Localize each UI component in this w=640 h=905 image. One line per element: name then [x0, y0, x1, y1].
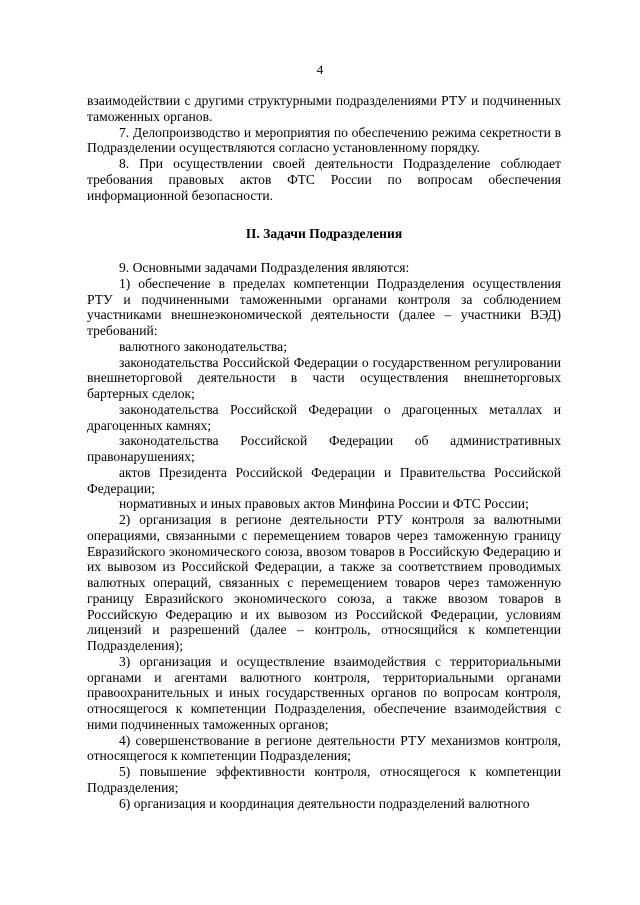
paragraph: взаимодействии с другими структурными подразделениями РТУ и подчиненных таможенных органов.	[87, 93, 561, 124]
paragraph: 9. Основными задачами Подразделения являются:	[119, 260, 410, 275]
paragraph: 3) организация и осуществление взаимодействия с территориальными органами и агентами валютного контроля, территориальными органами правоохранительных и иных государственных органов по вопросам контроля, относящегося к компетенции Подразделения, обеспечение взаимодействия с ними подчиненных таможенных органов;	[87, 653, 561, 732]
paragraph: 2) организация в регионе деятельности РТУ контроля за валютными операциями, связанными с перемещением товаров через таможенную границу Евразийского экономического союза, ввозом товаров в Российскую Федерацию и их вывозом из Российской Федерации, а также за соответствием проводимых валютных операций, связанных с перемещением товаров через таможенную границу Евразийского экономического союза, а также ввозом товаров в Российскую Федерацию и их вывозом из Российской Федерации, условиям лицензий и разрешений (далее – контроль, относящийся к компетенции Подразделения);	[87, 512, 561, 653]
paragraph: 5) повышение эффективности контроля, относящегося к компетенции Подразделения;	[87, 764, 561, 795]
paragraph: актов Президента Российской Федерации и Правительства Российской Федерации;	[87, 464, 561, 496]
paragraph: 1) обеспечение в пределах компетенции Подразделения осуществления РТУ и подчиненными таможенными органами контроля за соблюдением участниками внешнеэкономической деятельности (далее – участники ВЭД) требований:	[87, 275, 561, 338]
paragraph: 6) организация и координация деятельности подразделений валютного	[119, 795, 530, 811]
section-tasks	[87, 260, 561, 811]
paragraph: 7. Делопроизводство и мероприятия по обеспечению режима секретности в Подразделении осуществляются согласно установленному порядку.	[87, 124, 561, 156]
paragraph: законодательства Российской Федерации о государственном регулировании внешнеторговой деятельности в части осуществления внешнеторговых бартерных сделок;	[87, 354, 561, 401]
document-body	[87, 93, 561, 811]
paragraph: 8. При осуществлении своей деятельности Подразделение соблюдает требования правовых актов ФТС России по вопросам обеспечения информационной безопасности.	[87, 156, 561, 203]
paragraph: нормативных и иных правовых актов Минфина России и ФТС России;	[119, 496, 529, 512]
section-intro	[87, 93, 561, 203]
paragraph: законодательства Российской Федерации о драгоценных металлах и драгоценных камнях;	[87, 401, 561, 433]
paragraph: законодательства Российской Федерации об административных правонарушениях;	[87, 433, 561, 464]
paragraph: 4) совершенствование в регионе деятельности РТУ механизмов контроля, относящегося к компетенции Подразделения;	[87, 732, 561, 764]
paragraph: валютного законодательства;	[119, 338, 287, 354]
page-number: 4	[316, 62, 324, 77]
section-heading: II. Задачи Подразделения	[245, 226, 403, 242]
